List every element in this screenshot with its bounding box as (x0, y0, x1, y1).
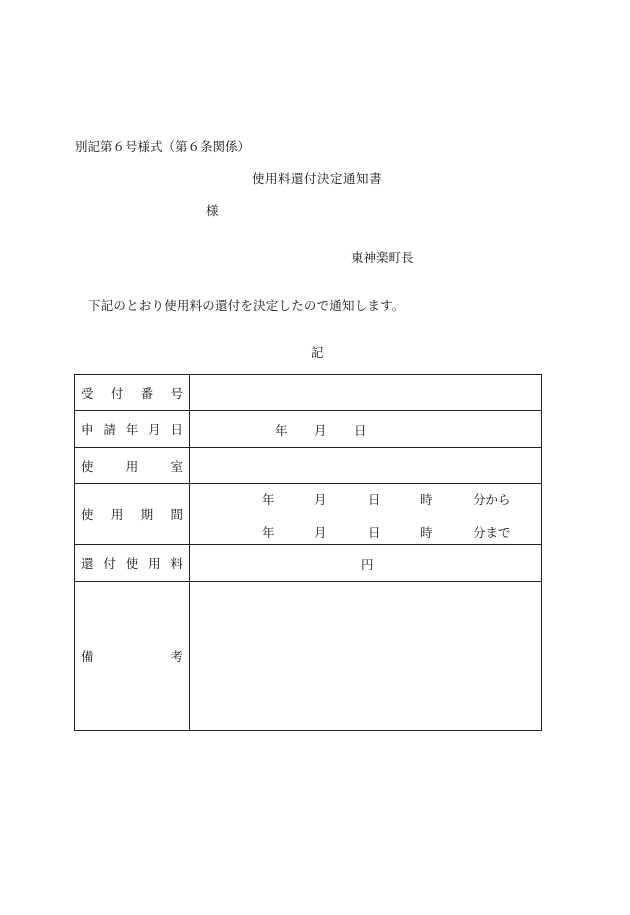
period-start-day: 日 (368, 492, 381, 507)
label-room (75, 448, 190, 484)
row-usage-period (75, 484, 542, 545)
label-char: 付 (103, 556, 116, 571)
label-char: 室 (170, 458, 183, 474)
value-remarks[interactable] (190, 582, 542, 731)
period-start-hour: 時 (420, 492, 433, 507)
label-remarks (75, 582, 190, 731)
period-end-month: 月 (314, 525, 327, 540)
label-char: 用 (125, 458, 139, 474)
label-char: 使 (81, 458, 94, 474)
value-usage-period[interactable] (190, 484, 542, 545)
value-refund-fee[interactable] (190, 545, 542, 582)
label-char: 用 (110, 507, 124, 522)
issuer-name: 東神楽町長 (351, 250, 414, 265)
refund-details-table (74, 374, 542, 731)
label-char: 用 (148, 556, 161, 571)
form-reference: 別記第６号様式（第６条関係） (75, 139, 251, 154)
label-char: 期 (140, 507, 154, 522)
row-application-date (75, 411, 542, 448)
period-start-minute: 分から (473, 492, 511, 507)
label-char: 請 (103, 422, 116, 437)
label-char: 申 (81, 422, 94, 437)
value-room[interactable] (190, 448, 542, 484)
label-char: 号 (170, 385, 183, 401)
label-char: 間 (170, 507, 183, 522)
ki-heading: 記 (311, 345, 324, 360)
notice-body: 下記のとおり使用料の還付を決定したので通知します。 (88, 298, 405, 313)
label-char: 月 (148, 422, 161, 437)
period-end-day: 日 (368, 525, 381, 540)
currency-unit: 円 (361, 557, 374, 572)
label-char: 使 (81, 507, 94, 522)
label-char: 備 (81, 649, 94, 664)
label-char: 番 (140, 385, 154, 401)
unit-year: 年 (275, 423, 288, 438)
label-char: 年 (125, 422, 139, 437)
label-usage-period (75, 484, 190, 545)
unit-day: 日 (354, 423, 367, 438)
value-application-date[interactable] (190, 411, 542, 448)
period-start-year: 年 (262, 492, 275, 507)
label-char: 付 (110, 385, 124, 401)
period-end-hour: 時 (420, 525, 433, 540)
label-char: 日 (170, 422, 183, 437)
row-refund-fee (75, 545, 542, 582)
label-char: 料 (170, 556, 183, 571)
period-end-minute: 分まで (473, 525, 511, 540)
period-start-month: 月 (314, 492, 327, 507)
label-char: 受 (81, 385, 94, 401)
label-char: 使 (125, 556, 139, 571)
row-room (75, 448, 542, 484)
label-application-date (75, 411, 190, 448)
label-refund-fee (75, 545, 190, 582)
label-char: 考 (170, 649, 183, 664)
label-char: 還 (81, 556, 94, 571)
document-title: 使用料還付決定通知書 (252, 171, 383, 186)
addressee-honorific: 様 (206, 203, 219, 218)
row-remarks (75, 582, 542, 731)
unit-month: 月 (314, 423, 327, 438)
row-receipt-number (75, 375, 542, 411)
period-end-year: 年 (262, 525, 275, 540)
value-receipt-number[interactable] (190, 375, 542, 411)
label-receipt-number (75, 375, 190, 411)
